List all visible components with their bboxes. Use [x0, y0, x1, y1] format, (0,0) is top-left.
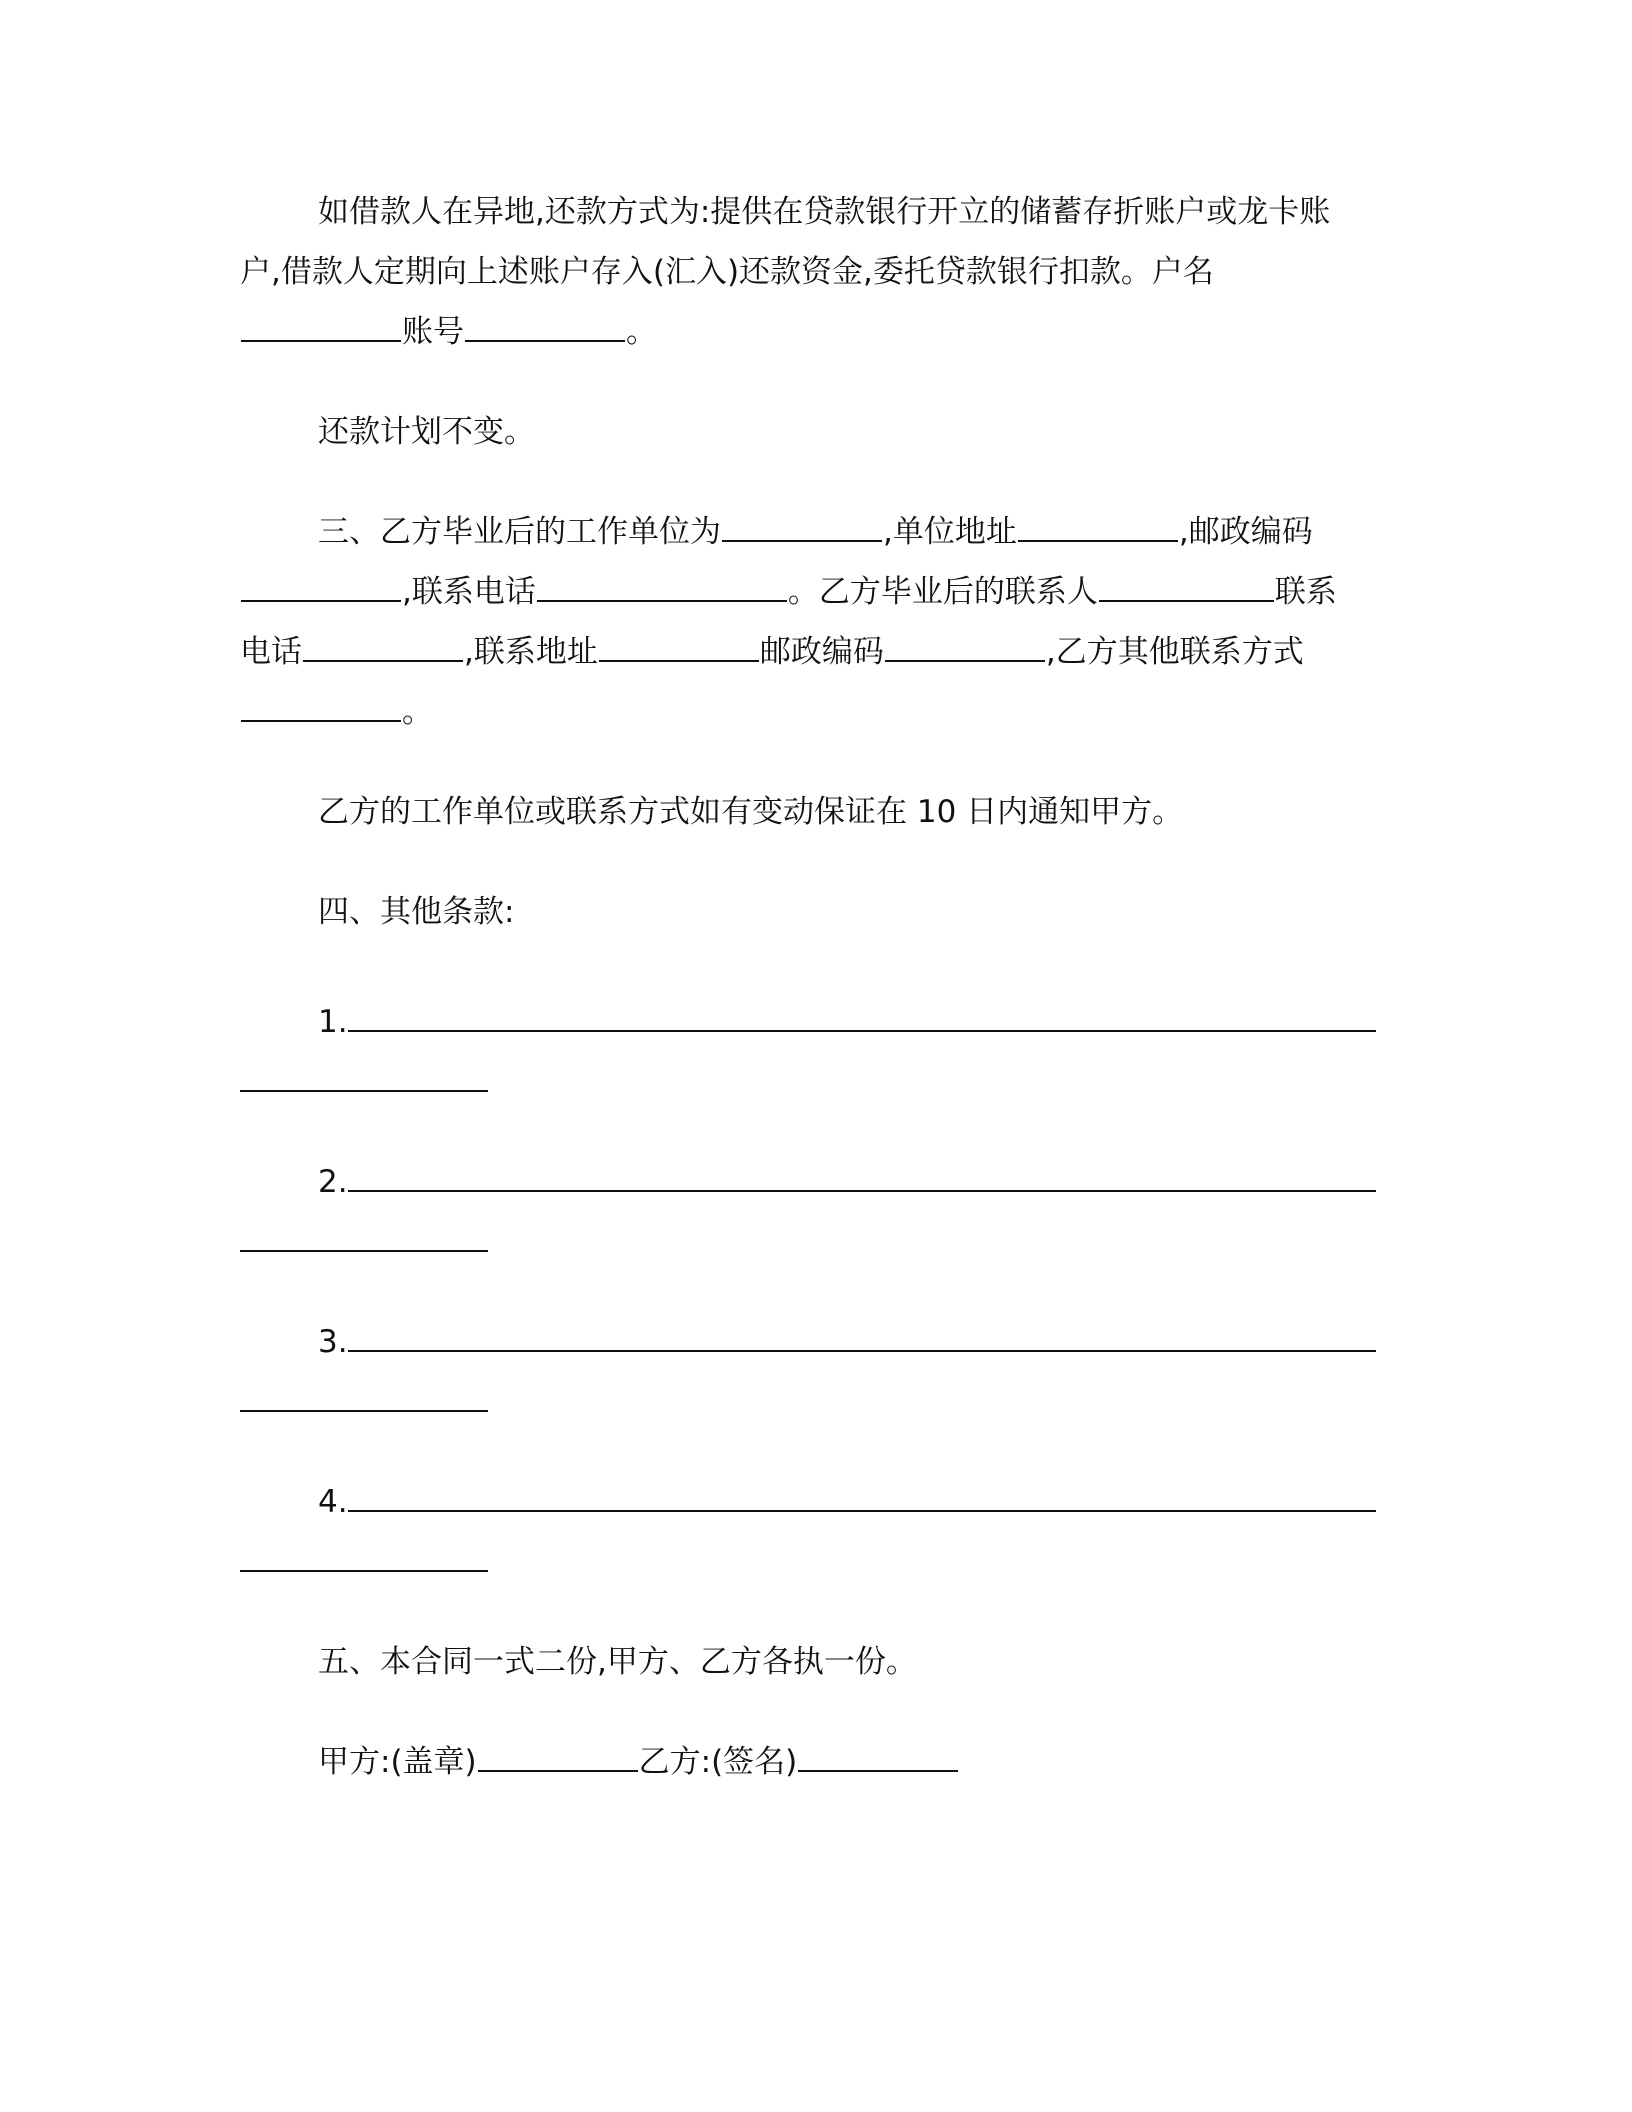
- change-notice-paragraph: [240, 782, 1410, 842]
- p1-line3: [240, 302, 1410, 362]
- p1-line2: 户,借款人定期向上述账户存入(汇入)还款资金,委托贷款银行扣款。户名: [240, 254, 1214, 290]
- other-terms-heading: [240, 882, 1410, 942]
- term-item-3: [240, 1312, 1410, 1432]
- p3-line2: [240, 562, 1410, 622]
- p5-text: 四、其他条款:: [318, 894, 515, 930]
- term-item-number: 1.: [318, 1004, 348, 1040]
- contact-postcode-blank: [885, 659, 1045, 662]
- term-item-blank: [348, 1349, 1376, 1352]
- account-number-label: 账号: [402, 314, 464, 350]
- contact-address-label: ,联系地址: [464, 634, 598, 670]
- contact-address-blank: [599, 659, 759, 662]
- signature-line: [240, 1732, 1410, 1792]
- term-item-blank-continued: [240, 1089, 488, 1092]
- contact-postcode-label: 邮政编码: [759, 634, 884, 670]
- p6-text: 五、本合同一式二份,甲方、乙方各执一份。: [318, 1644, 917, 1680]
- term-item-number: 3.: [318, 1324, 348, 1360]
- p3-line4: [240, 682, 1410, 742]
- unit-address-blank: [1018, 539, 1178, 542]
- term-item-blank: [348, 1029, 1376, 1032]
- work-unit-blank: [722, 539, 882, 542]
- term-item-blank: [348, 1509, 1376, 1512]
- repayment-remote-paragraph: [240, 182, 1410, 362]
- p3-end: 。: [402, 694, 433, 730]
- party-b-sign-blank: [798, 1769, 958, 1772]
- copies-paragraph: [240, 1632, 1410, 1692]
- term-item-number: 4.: [318, 1484, 348, 1520]
- term-item-number: 2.: [318, 1164, 348, 1200]
- unit-address-label: ,单位地址: [883, 514, 1017, 550]
- p1-line1: 如借款人在异地,还款方式为:提供在贷款银行开立的储蓄存折账户或龙卡账: [318, 194, 1331, 230]
- p2-text: 还款计划不变。: [318, 414, 535, 450]
- term-item-blank-continued: [240, 1569, 488, 1572]
- term-item-blank: [348, 1189, 1376, 1192]
- repayment-plan-paragraph: [240, 402, 1410, 462]
- contact-phone-label-end: 电话: [240, 634, 302, 670]
- account-number-blank: [465, 339, 625, 342]
- party-a-seal-blank: [478, 1769, 638, 1772]
- party-b-sign-label: 乙方:(签名): [638, 1744, 798, 1780]
- term-item-blank-continued: [240, 1249, 488, 1252]
- p4-text: 乙方的工作单位或联系方式如有变动保证在 10 日内通知甲方。: [318, 794, 1184, 830]
- postcode-label: ,邮政编码: [1178, 514, 1313, 550]
- postcode-blank: [241, 599, 401, 602]
- other-contact-blank: [241, 719, 401, 722]
- other-contact-label: ,乙方其他联系方式: [1045, 634, 1304, 670]
- work-unit-label: 三、乙方毕业后的工作单位为: [318, 514, 721, 550]
- term-item-1: [240, 992, 1410, 1112]
- p1-end: 。: [626, 314, 657, 350]
- term-item-2: [240, 1152, 1410, 1272]
- contact-person-label: 。乙方毕业后的联系人: [787, 574, 1098, 610]
- party-a-seal-label: 甲方:(盖章): [318, 1744, 477, 1780]
- p3-line1: [240, 502, 1410, 562]
- contact-phone-blank: [303, 659, 463, 662]
- contact-person-blank: [1099, 599, 1274, 602]
- account-name-blank: [241, 339, 401, 342]
- contact-phone-label-start: 联系: [1274, 574, 1337, 610]
- term-item-blank-continued: [240, 1409, 488, 1412]
- contact-info-paragraph: [240, 502, 1410, 742]
- term-item-4: [240, 1472, 1410, 1592]
- phone-blank: [537, 599, 787, 602]
- p3-line3: [240, 622, 1410, 682]
- phone-label: ,联系电话: [402, 574, 536, 610]
